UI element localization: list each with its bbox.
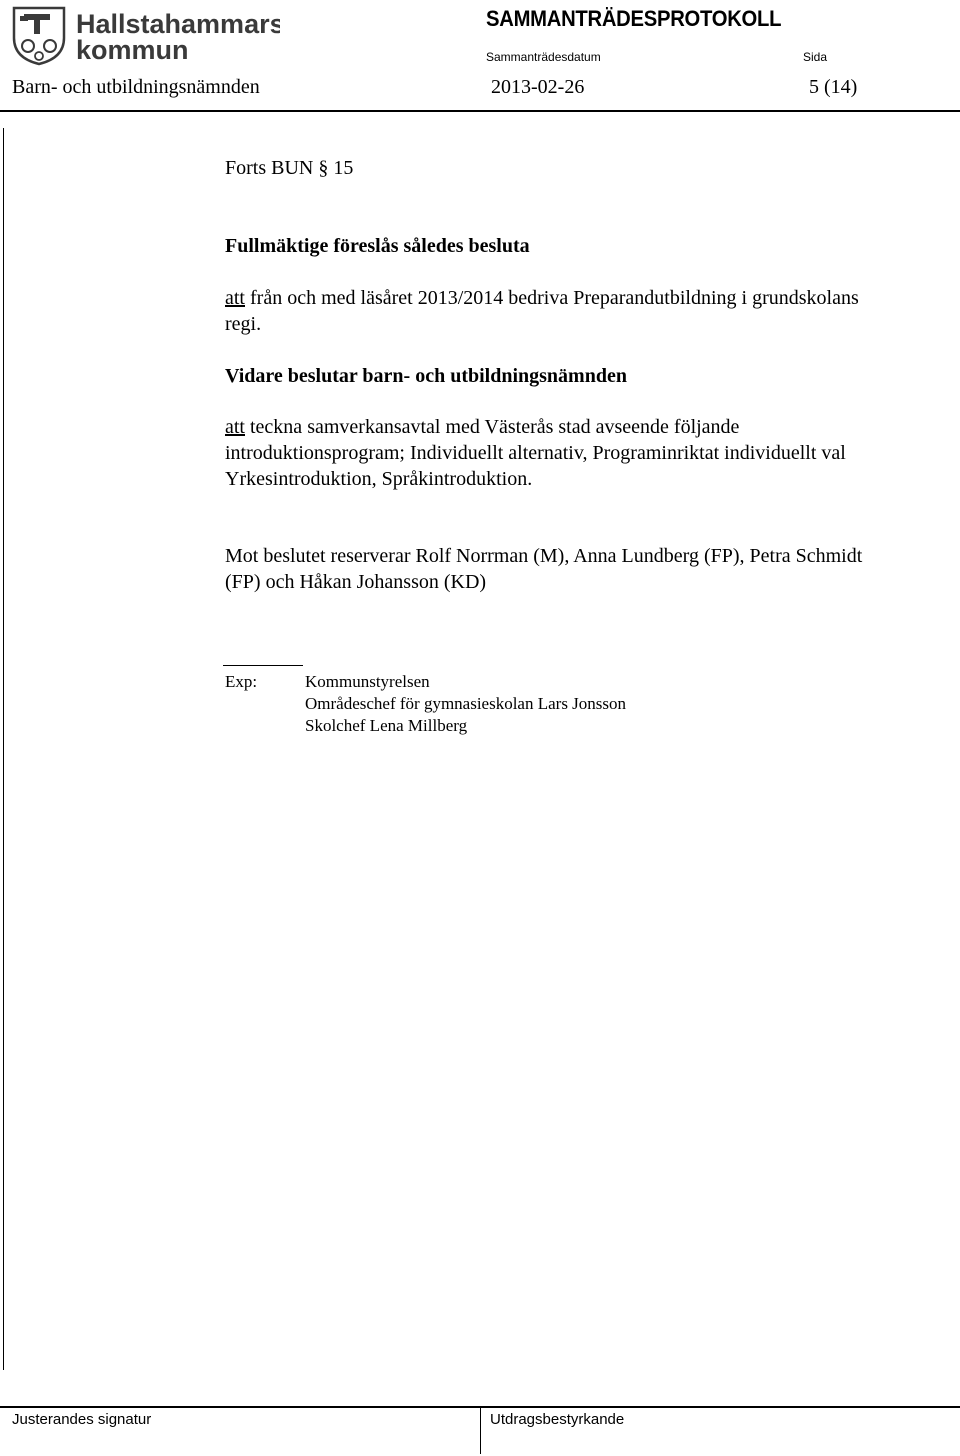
margin-line — [3, 128, 4, 1370]
decision-line-1: teckna samverkansavtal med Västerås stad avseende följande — [245, 416, 740, 438]
certification-field-label: Utdragsbestyrkande — [490, 1411, 625, 1428]
att-keyword: att — [225, 416, 245, 438]
header-divider — [0, 110, 960, 112]
distribution-item: Skolchef Lena Millberg — [305, 716, 468, 735]
meeting-date-caption: Sammanträdesdatum — [486, 50, 601, 64]
proposal-paragraph — [225, 285, 950, 337]
committee-name: Barn- och utbildningsnämnden — [12, 76, 260, 98]
proposal-heading: Fullmäktige föreslås således besluta — [225, 235, 530, 257]
reservation-line-2: (FP) och Håkan Johansson (KD) — [225, 571, 487, 593]
page-number: 5 (14) — [809, 76, 858, 98]
proposal-line-2: regi. — [225, 313, 262, 335]
decision-line-2: introduktionsprogram; Individuellt alternativ, Programinriktat individuellt val — [225, 442, 846, 464]
municipality-logo — [10, 4, 280, 66]
reservation-line-1: Mot beslutet reserverar Rolf Norrman (M), Anna Lundberg (FP), Petra Schmidt — [225, 545, 863, 567]
distribution-rule — [223, 665, 303, 666]
att-keyword: att — [225, 287, 245, 309]
decision-paragraph — [225, 414, 950, 492]
page-caption: Sida — [803, 50, 828, 64]
section-reference: Forts BUN § 15 — [225, 157, 354, 179]
meeting-date: 2013-02-26 — [491, 76, 585, 98]
proposal-line-1: från och med läsåret 2013/2014 bedriva Preparandutbildning i grundskolans — [245, 287, 859, 309]
coat-of-arms-icon — [10, 4, 280, 66]
logo-name-line1: Hallstahammars — [76, 9, 280, 39]
distribution-item: Områdeschef för gymnasieskolan Lars Jonsson — [305, 694, 627, 713]
logo-name-line2: kommun — [76, 35, 189, 65]
footer-column-divider — [480, 1408, 481, 1454]
decision-line-3: Yrkesintroduktion, Språkintroduktion. — [225, 468, 533, 490]
signature-field-label: Justerandes signatur — [12, 1411, 152, 1428]
document-type-title: SAMMANTRÄDESPROTOKOLL — [486, 6, 782, 31]
distribution-item: Kommunstyrelsen — [305, 672, 430, 691]
decision-heading: Vidare beslutar barn- och utbildningsnämnden — [225, 365, 627, 387]
distribution-label: Exp: — [225, 672, 258, 691]
reservation-paragraph — [225, 543, 950, 595]
